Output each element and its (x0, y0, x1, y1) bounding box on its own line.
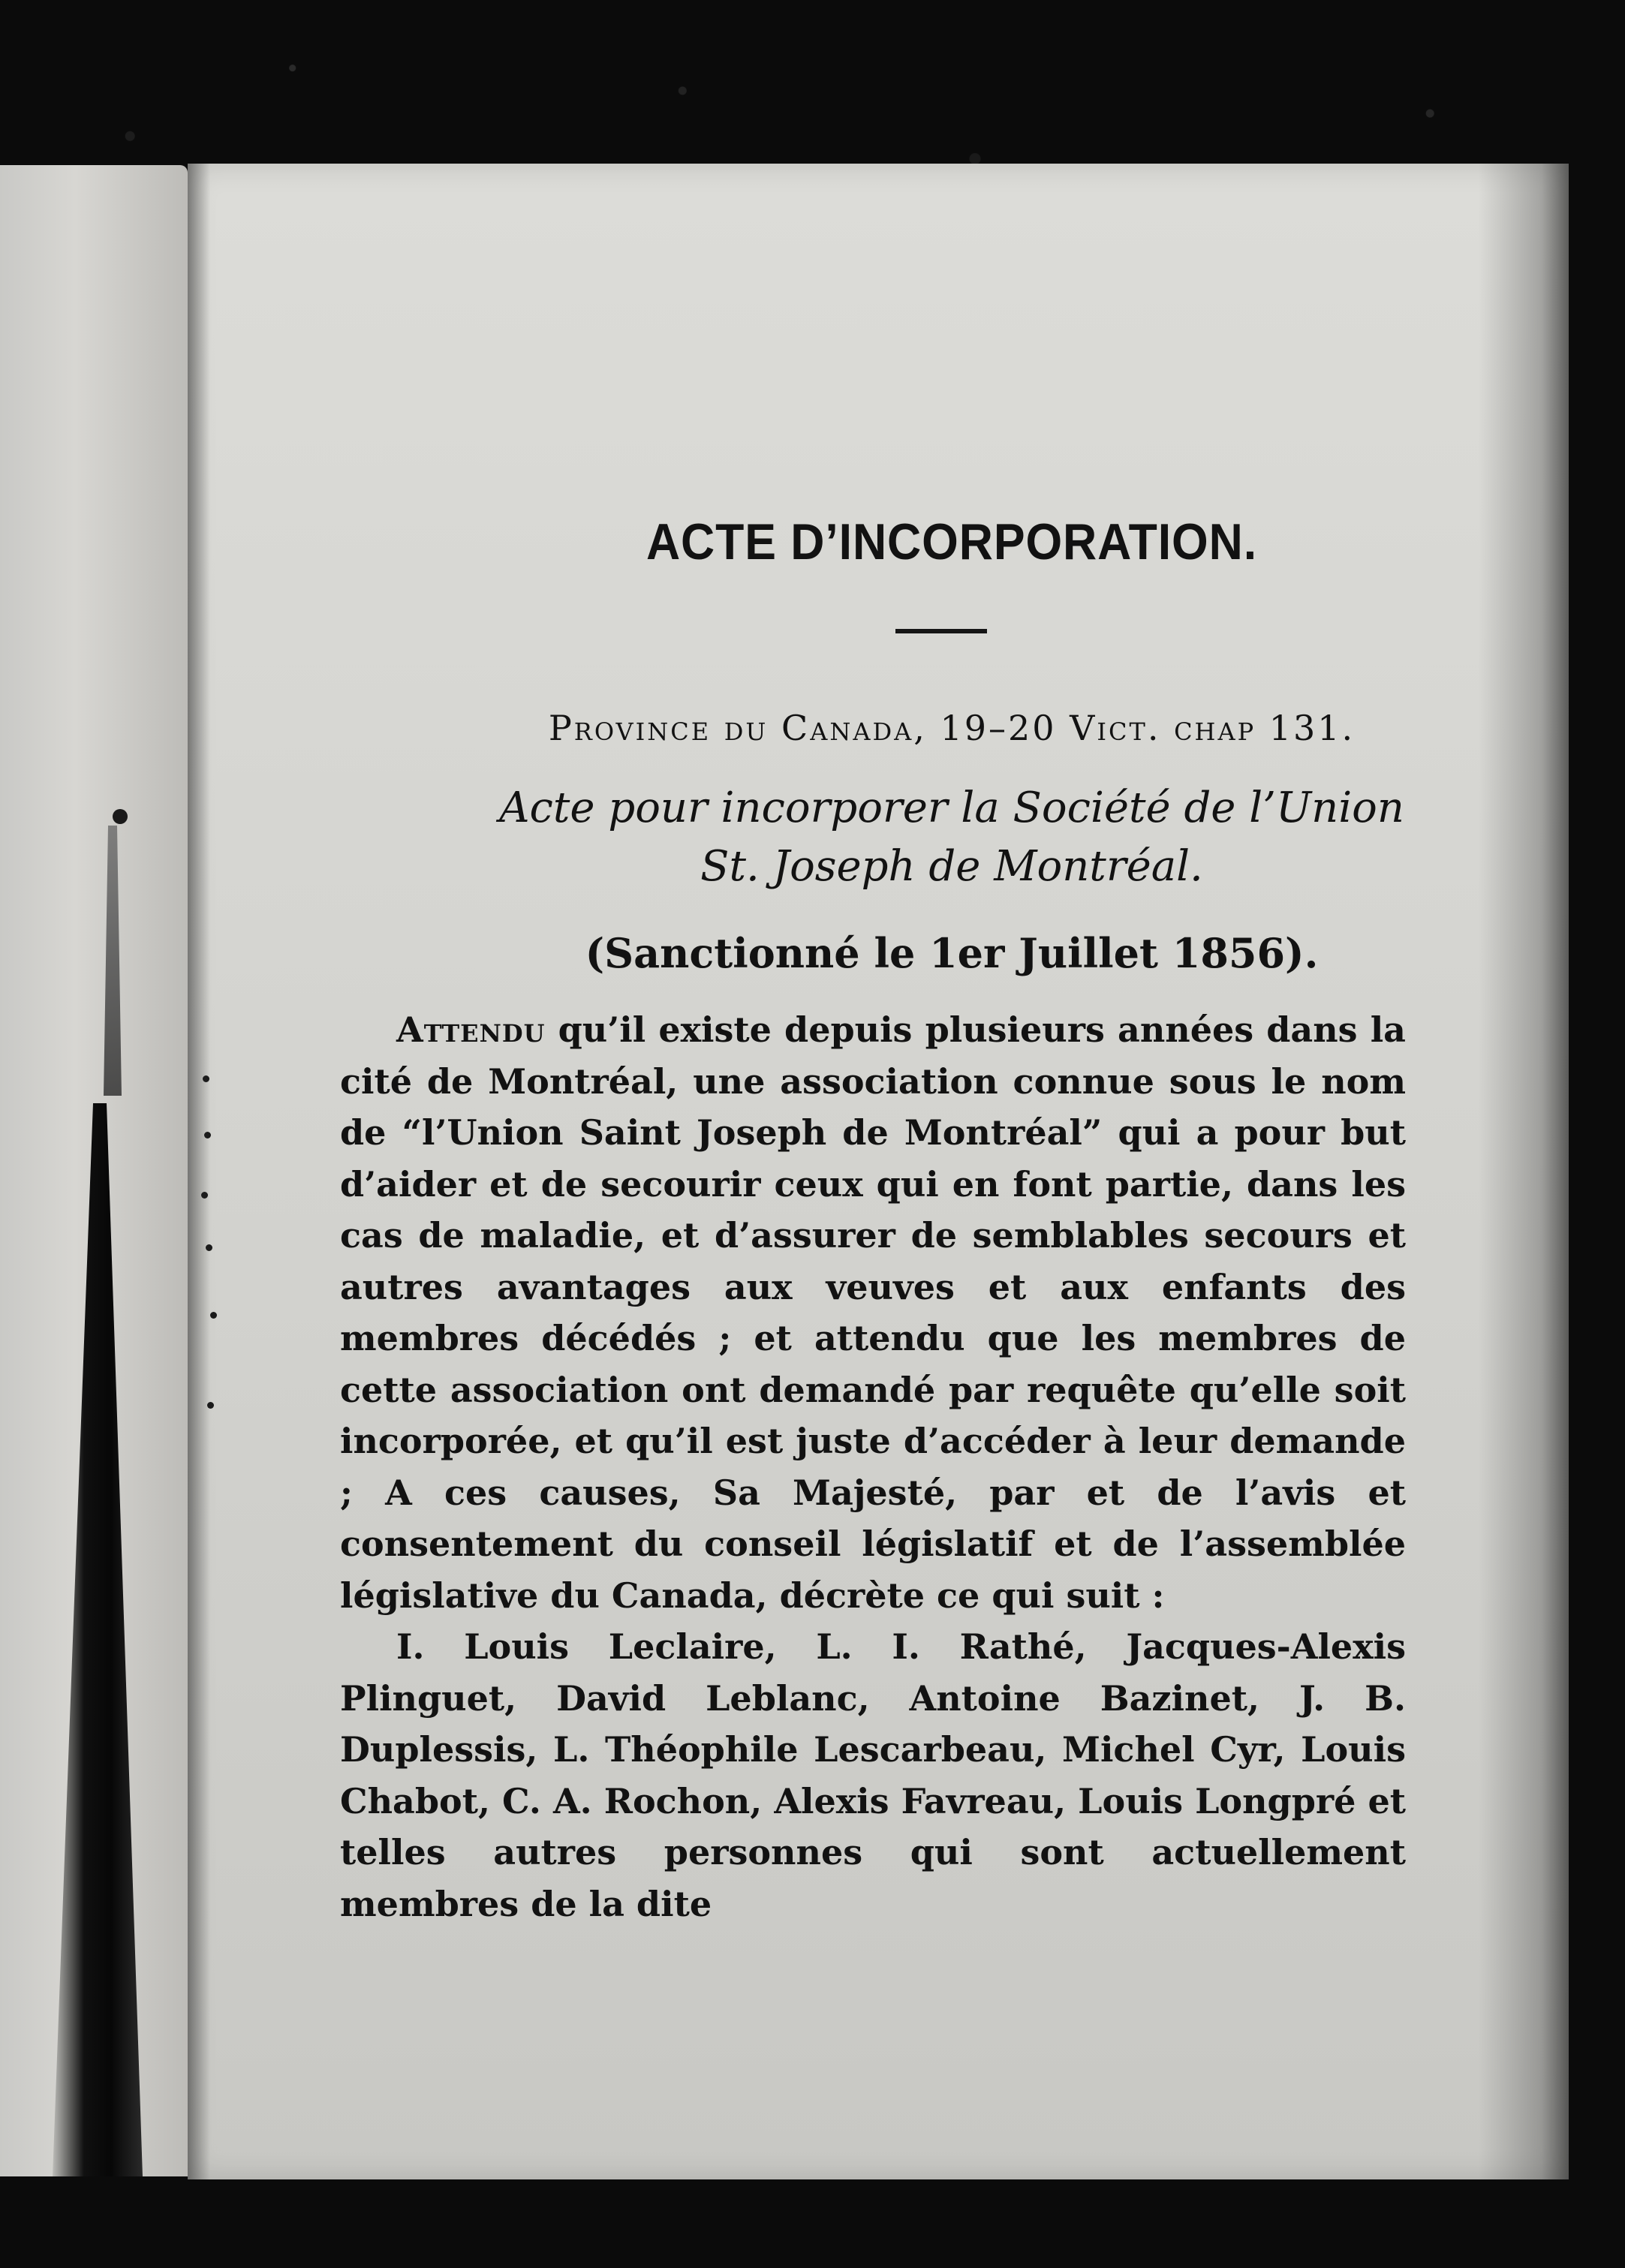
gutter-shadow (53, 1103, 143, 2176)
act-title (340, 779, 1563, 896)
preamble-lead-word: Attendu (396, 1009, 546, 1050)
binding-edge-marks (90, 826, 135, 1096)
left-facing-page (0, 165, 188, 2176)
act-title-line-1: Acte pour incorporer la Société de l’Union (499, 784, 1404, 832)
province-line: Province du Canada, 19–20 Vict. chap 131. (548, 708, 1356, 748)
title-rule (895, 629, 987, 633)
sanction-line: (Sanctionné le 1er Juillet 1856). (585, 929, 1319, 977)
preamble-text: qu’il existe depuis plusieurs années dans la cité de Montréal, une association connue sous le nom de “l’Union Saint Joseph de Montréal” qui a pour but d’aider et de secourir ceux qui en font partie, dans les cas de maladie, et d’assurer de semblables secours et autres avantages aux veuves et aux enfants des membres décédés ; et attendu que les membres de cette association ont demandé par requête qu’elle soit incorporée, et qu’il est juste d’accéder à leur demande ; A ces causes, Sa Majesté, par et de l’avis et consentement du conseil législatif et de l’assemblée législative du Canada, décrète ce qui suit : (340, 1009, 1406, 1616)
act-title-line-2: St. Joseph de Montréal. (700, 842, 1203, 891)
section-1-paragraph: I. Louis Leclaire, L. I. Rathé, Jacques-Alexis Plinguet, David Leblanc, Antoine Bazinet, J. B. Duplessis, L. Théophile Lescarbeau, Michel Cyr, Louis Chabot, C. A. Rochon, Alexis Favreau, Louis Longpré et telles autres personnes qui sont actuellement membres de la dite (340, 1626, 1406, 1924)
document-title: ACTE D’INCORPORATION. (645, 513, 1258, 570)
body-text (340, 1004, 1406, 1930)
document-page (188, 164, 1569, 2179)
preamble-paragraph (340, 1004, 1406, 1621)
